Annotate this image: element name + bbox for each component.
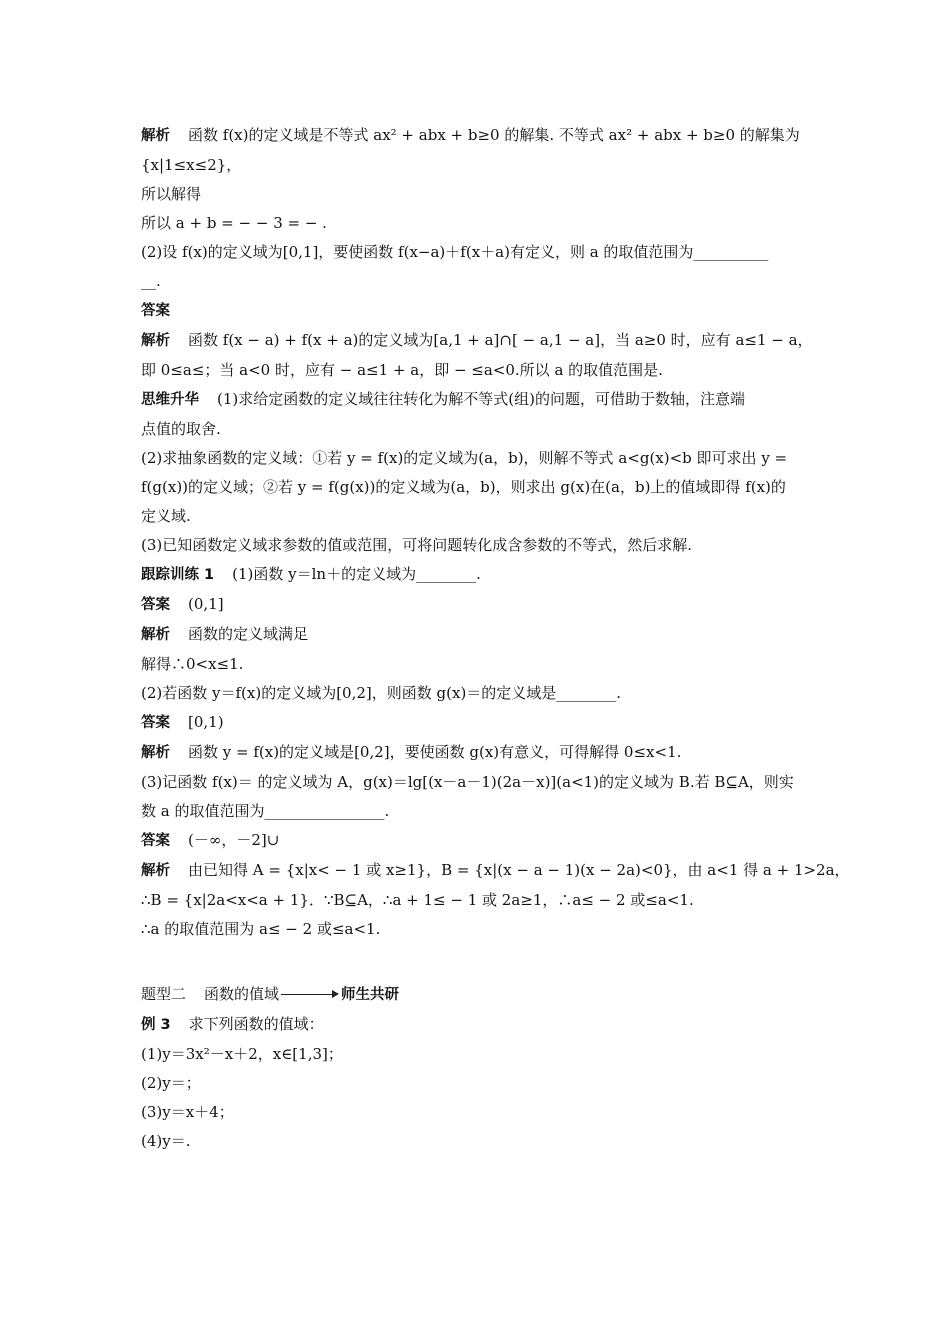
- line-text: (1)求给定函数的定义域往往转化为解不等式(组)的问题，可借助于数轴，注意端: [217, 390, 745, 408]
- text-line: [141, 151, 811, 180]
- line-label: 思维升华: [141, 392, 199, 408]
- text-line: [141, 356, 811, 385]
- section-tag: 师生共研: [341, 987, 400, 1003]
- text-line: [141, 738, 811, 768]
- line-text: {x|1≤x≤2}，: [141, 156, 242, 174]
- line-text: (2)设 f(x)的定义域为[0,1]，要使函数 f(x−a)＋f(x＋a)有定义，则 a 的取值范围为__________: [141, 243, 769, 261]
- text-line: [141, 915, 811, 944]
- line-label: 解析: [141, 863, 170, 879]
- line-label: 答案: [141, 303, 170, 319]
- line-text: 定义域.: [141, 507, 191, 525]
- text-line: [141, 886, 811, 915]
- line-text: (4)y＝.: [141, 1132, 191, 1150]
- text-line: [141, 415, 811, 444]
- text-line: [141, 209, 811, 238]
- text-line: [141, 296, 811, 326]
- text-line: [141, 1127, 811, 1156]
- line-text: 由已知得 A = {x|x< − 1 或 x≥1}，B = {x|(x − a − 1)(x − 2a)<0}，由 a<1 得 a + 1>2a，: [188, 861, 850, 879]
- line-text: 所以解得: [141, 185, 202, 203]
- text-line: [141, 238, 811, 267]
- line-text: 函数 y = f(x)的定义域是[0,2]，要使函数 g(x)有意义，可得解得 0≤x<1.: [188, 743, 682, 761]
- text-line: [141, 590, 811, 620]
- line-label: 解析: [141, 128, 170, 144]
- line-text: 求下列函数的值域：: [188, 1015, 324, 1033]
- line-text: (2)求抽象函数的定义域：①若 y = f(x)的定义域为(a，b)，则解不等式 a<g(x)<b 即可求出 y =: [141, 449, 788, 467]
- line-text: 函数 f(x − a) + f(x + a)的定义域为[a,1 + a]∩[ − a,1 − a]，当 a≥0 时，应有 a≤1 − a，: [188, 331, 813, 349]
- text-line: [141, 180, 811, 209]
- line-text: 解得∴0<x≤1.: [141, 655, 244, 673]
- section-spacer: [141, 944, 811, 980]
- line-text: (1)函数 y＝ln＋的定义域为________.: [232, 565, 481, 583]
- text-line: [141, 1040, 811, 1069]
- text-line: [141, 650, 811, 679]
- line-label: 跟踪训练 1: [141, 567, 215, 583]
- line-text: (0,1]: [188, 595, 224, 613]
- text-line: [141, 826, 811, 856]
- line-text: 数 a 的取值范围为________________.: [141, 802, 390, 820]
- line-text: ∴a 的取值范围为 a≤ − 2 或≤a<1.: [141, 920, 381, 938]
- line-label: 解析: [141, 745, 170, 761]
- line-text: f(g(x))的定义域；②若 y = f(g(x))的定义域为(a，b)，则求出 g(x)在(a，b)上的值域即得 f(x)的: [141, 478, 786, 496]
- section-title: 函数的值域: [204, 985, 280, 1003]
- line-label: 解析: [141, 333, 170, 349]
- section-label: 题型二: [141, 985, 187, 1003]
- line-text: (3)y＝x＋4；: [141, 1103, 234, 1121]
- text-line: [141, 473, 811, 502]
- solution-text-block: [141, 121, 850, 944]
- line-text: (3)记函数 f(x)＝ 的定义域为 A，g(x)＝lg[(x－a－1)(2a－x)](a<1)的定义域为 B.若 B⊆A，则实: [141, 773, 794, 791]
- text-line: [141, 620, 811, 650]
- arrow-right-icon: [281, 994, 339, 996]
- line-text: (3)已知函数定义域求参数的值或范围，可将问题转化成含参数的不等式，然后求解.: [141, 536, 693, 554]
- line-text: (2)若函数 y＝f(x)的定义域为[0,2]，则函数 g(x)＝的定义域是________.: [141, 684, 622, 702]
- text-line: [141, 1098, 811, 1127]
- line-label: 答案: [141, 833, 170, 849]
- line-label: 答案: [141, 597, 170, 613]
- document-content: [141, 121, 850, 1156]
- line-text: (－∞，－2]∪: [188, 831, 280, 849]
- line-label: 解析: [141, 627, 170, 643]
- text-line: [141, 560, 811, 590]
- text-line: [141, 708, 811, 738]
- example-block: [141, 1010, 811, 1156]
- text-line: [141, 1069, 811, 1098]
- line-text: 函数的定义域满足: [188, 625, 309, 643]
- line-text: 点值的取舍.: [141, 420, 221, 438]
- text-line: [141, 797, 811, 826]
- text-line: [141, 385, 811, 415]
- text-line: [141, 444, 811, 473]
- line-text: (1)y＝3x²－x＋2，x∈[1,3]；: [141, 1045, 343, 1063]
- text-line: [141, 531, 811, 560]
- line-text: 函数 f(x)的定义域是不等式 ax² + abx + b≥0 的解集. 不等式 ax² + abx + b≥0 的解集为: [188, 126, 800, 144]
- line-text: ∴B = {x|2a<x<a + 1}．∵B⊆A，∴a + 1≤ − 1 或 2a≥1，∴a≤ − 2 或≤a<1.: [141, 891, 694, 909]
- text-line: [141, 267, 811, 296]
- line-text: 所以 a + b = − − 3 = − .: [141, 214, 327, 232]
- text-line: [141, 1010, 811, 1040]
- section-heading: [141, 980, 811, 1010]
- line-text: (2)y＝；: [141, 1074, 201, 1092]
- line-text: __.: [141, 272, 161, 290]
- line-label: 答案: [141, 715, 170, 731]
- text-line: [141, 768, 811, 797]
- line-text: [0,1): [188, 713, 224, 731]
- line-label: 例 3: [141, 1017, 171, 1033]
- text-line: [141, 679, 811, 708]
- line-text: 即 0≤a≤；当 a<0 时，应有 − a≤1 + a，即 − ≤a<0.所以 a 的取值范围是.: [141, 361, 663, 379]
- text-line: [141, 502, 811, 531]
- text-line: [141, 856, 850, 886]
- text-line: [141, 326, 811, 356]
- text-line: [141, 121, 811, 151]
